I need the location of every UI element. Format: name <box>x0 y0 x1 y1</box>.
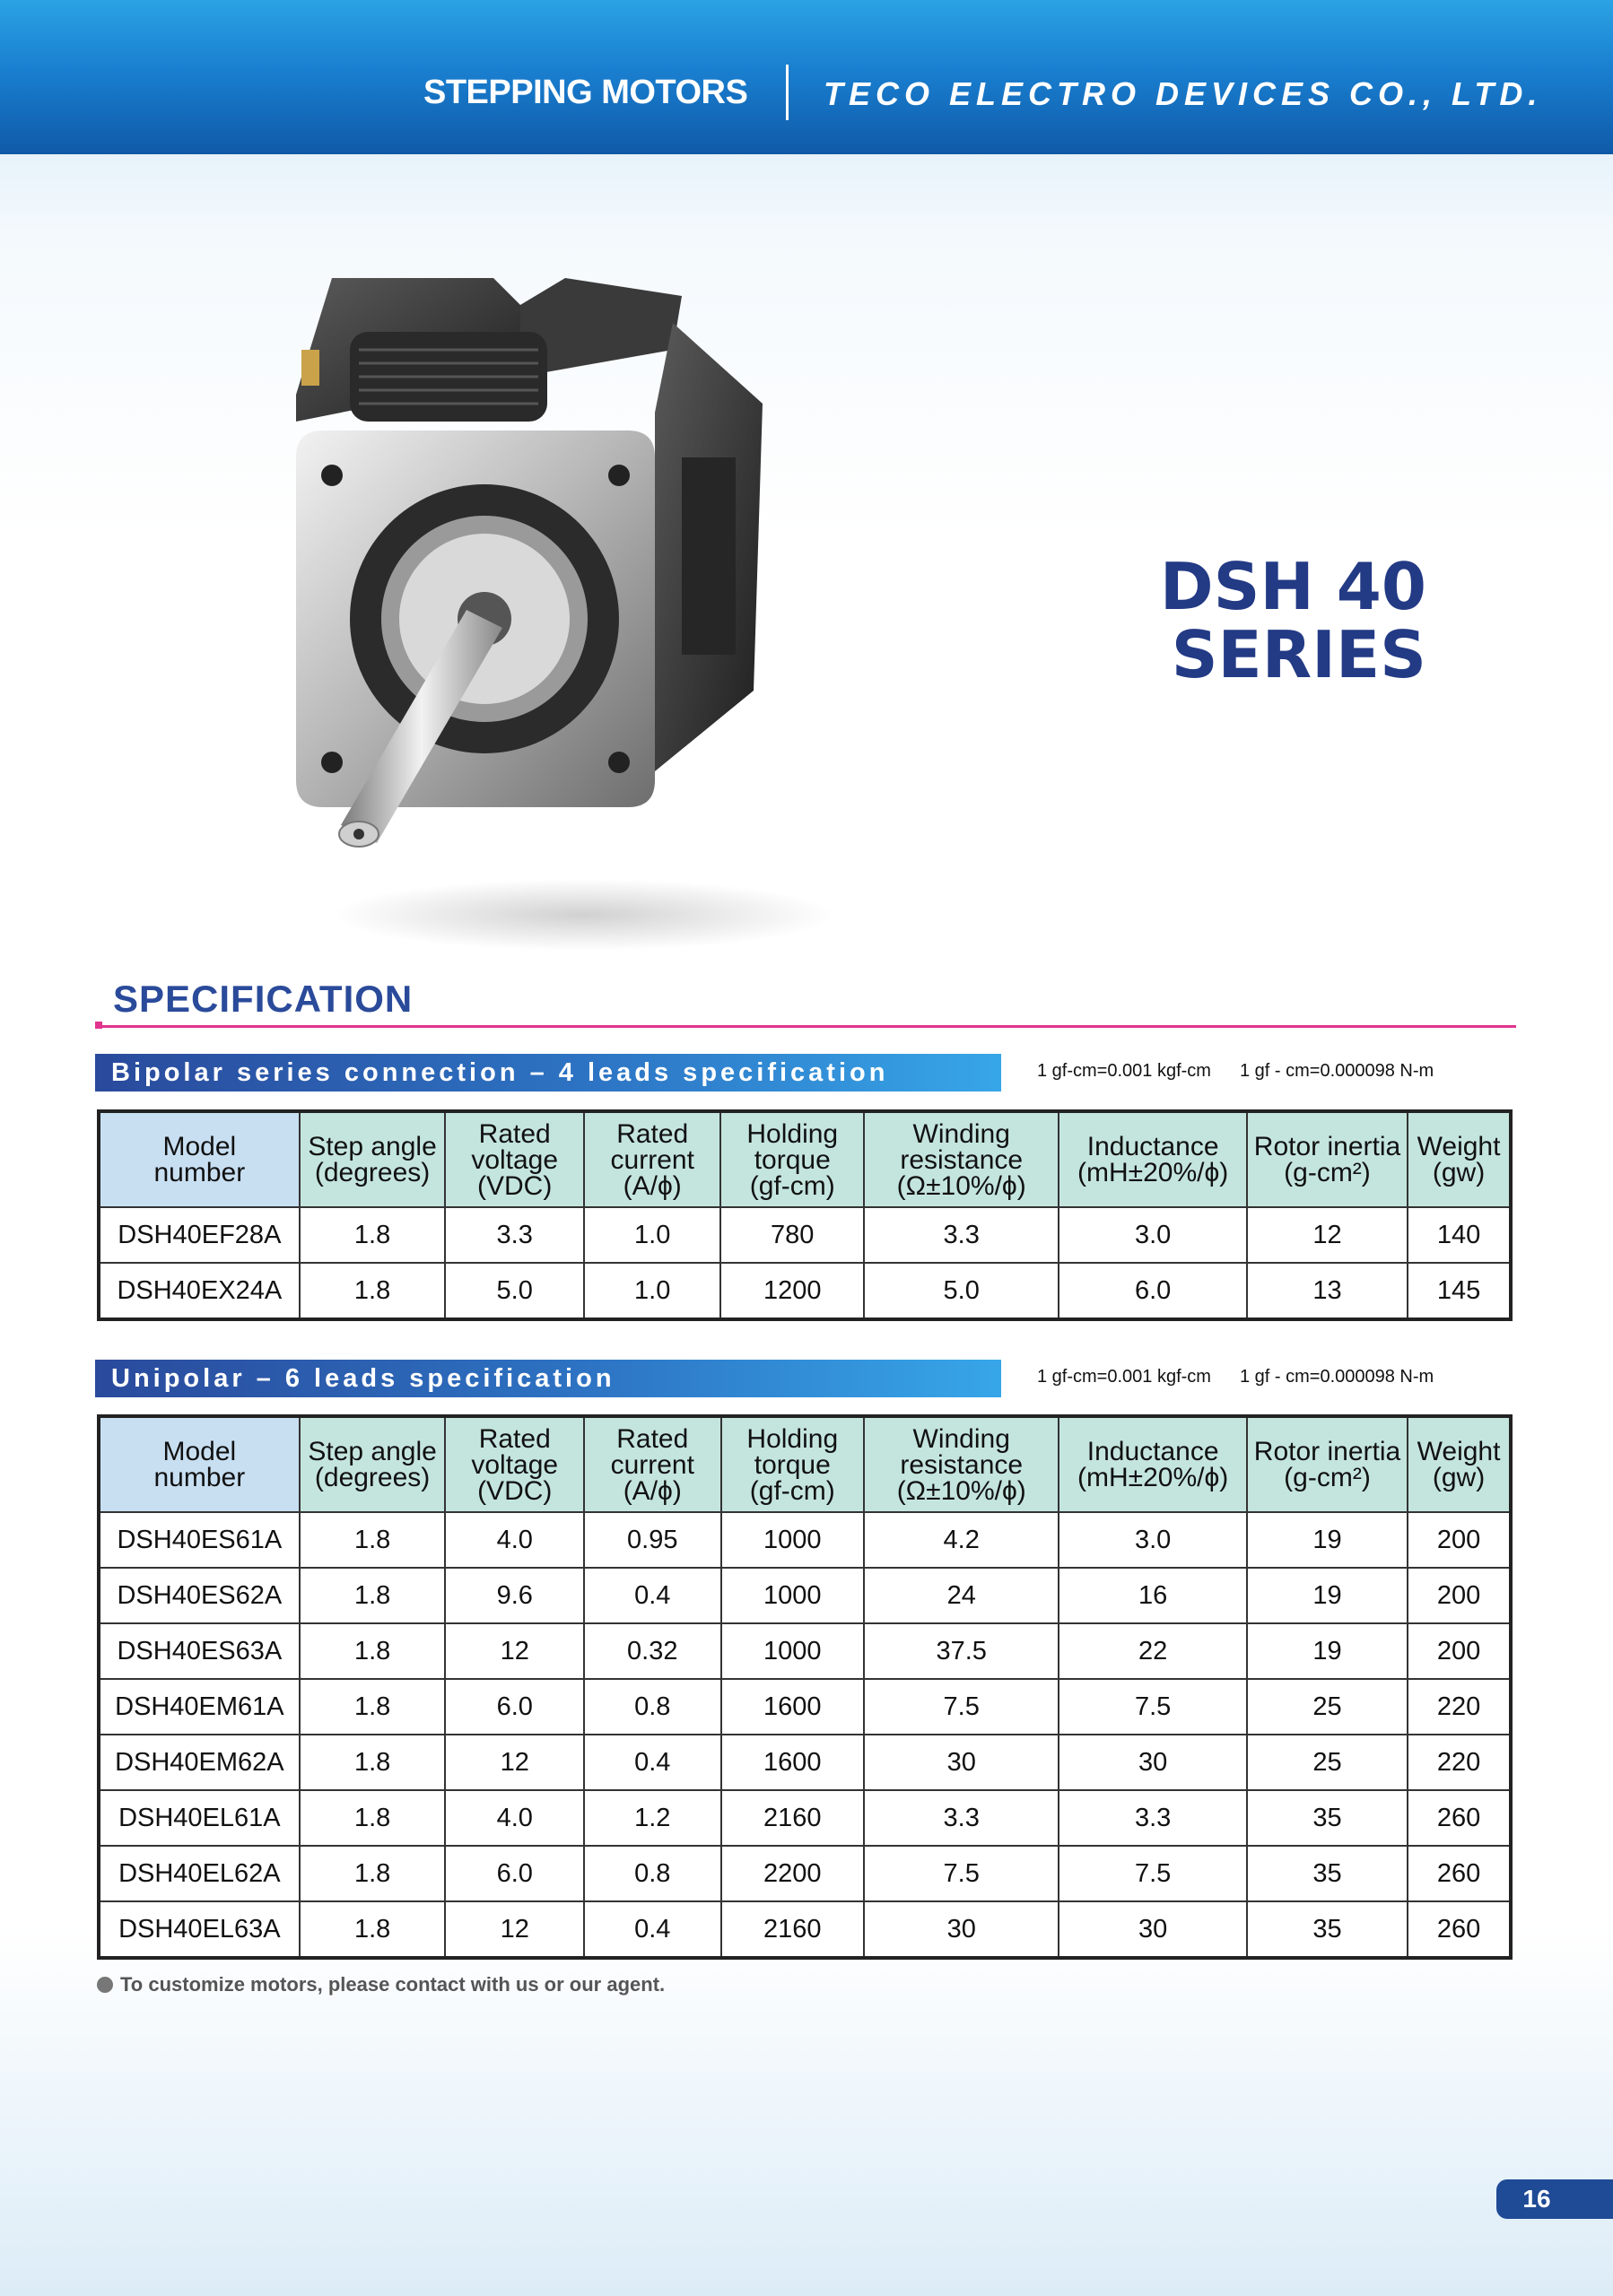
spec-cell-inertia: 25 <box>1247 1735 1408 1790</box>
column-header-line: torque <box>754 1449 831 1480</box>
model-number-cell: DSH40EL62A <box>99 1846 300 1901</box>
table-row <box>99 1735 1511 1790</box>
column-header-line: Inductance <box>1086 1437 1219 1466</box>
column-header-line: Winding <box>912 1118 1010 1149</box>
column-header-line: torque <box>754 1144 831 1175</box>
model-number-cell: DSH40EF28A <box>99 1207 300 1263</box>
column-header-line: Rated <box>478 1423 551 1454</box>
spec-cell-weight: 220 <box>1408 1679 1511 1735</box>
column-header-line: (A/ϕ) <box>623 1170 682 1201</box>
column-header-line: (gf-cm) <box>749 1475 835 1506</box>
spec-cell-resistance: 7.5 <box>864 1679 1059 1735</box>
column-header-weight <box>1408 1416 1511 1512</box>
table-row <box>99 1568 1511 1623</box>
model-number-cell: DSH40EL63A <box>99 1901 300 1958</box>
spec-cell-current: 0.8 <box>584 1846 721 1901</box>
spec-cell-weight: 140 <box>1408 1207 1511 1263</box>
column-header-line: Model <box>162 1132 237 1161</box>
spec-cell-voltage: 12 <box>445 1901 584 1958</box>
spec-cell-voltage: 12 <box>445 1735 584 1790</box>
stepping-motor-photo <box>296 269 870 951</box>
unit-note-kgf: 1 gf-cm=0.001 kgf-cm <box>1037 1061 1211 1081</box>
spec-cell-weight: 260 <box>1408 1901 1511 1958</box>
spec-cell-resistance: 3.3 <box>864 1207 1059 1263</box>
column-header-line: (A/ϕ) <box>623 1475 682 1506</box>
spec-cell-resistance: 5.0 <box>864 1263 1059 1319</box>
spec-cell-voltage: 12 <box>445 1623 584 1679</box>
spec-cell-resistance: 7.5 <box>864 1846 1059 1901</box>
spec-cell-torque: 1000 <box>721 1623 865 1679</box>
spec-cell-inductance: 16 <box>1059 1568 1247 1623</box>
column-header-line: voltage <box>471 1449 559 1480</box>
column-header-torque <box>720 1111 864 1207</box>
spec-cell-step-angle: 1.8 <box>300 1207 446 1263</box>
column-header-line: (gw) <box>1432 1463 1486 1492</box>
table-row <box>99 1512 1511 1568</box>
column-header-voltage <box>445 1111 584 1207</box>
spec-cell-weight: 200 <box>1408 1568 1511 1623</box>
model-number-cell: DSH40ES63A <box>99 1623 300 1679</box>
column-header-line: (mH±20%/ϕ) <box>1077 1463 1229 1492</box>
column-header-current <box>584 1416 721 1512</box>
column-header-line: (VDC) <box>477 1170 553 1201</box>
spec-cell-resistance: 30 <box>864 1901 1059 1958</box>
column-header-resistance <box>864 1111 1059 1207</box>
column-header-line: (g-cm²) <box>1284 1463 1371 1492</box>
bipolar-unit-note <box>1037 1061 1462 1082</box>
column-header-line: Rated <box>616 1118 689 1149</box>
spec-cell-current: 0.8 <box>584 1679 721 1735</box>
spec-cell-inductance: 7.5 <box>1059 1846 1247 1901</box>
column-header-line: Inductance <box>1086 1132 1219 1161</box>
section-title: SPECIFICATION <box>113 978 414 1020</box>
spec-cell-torque: 1600 <box>721 1735 865 1790</box>
spec-cell-current: 0.95 <box>584 1512 721 1568</box>
spec-cell-torque: 2160 <box>721 1790 865 1846</box>
unipolar-spec-table <box>97 1414 1513 1960</box>
column-header-line: Weight <box>1417 1437 1501 1466</box>
spec-cell-weight: 145 <box>1408 1263 1511 1319</box>
column-header-line: Winding <box>912 1423 1010 1454</box>
spec-cell-inductance: 30 <box>1059 1735 1247 1790</box>
spec-cell-inductance: 7.5 <box>1059 1679 1247 1735</box>
spec-cell-current: 0.32 <box>584 1623 721 1679</box>
table-row <box>99 1207 1511 1263</box>
spec-cell-current: 0.4 <box>584 1568 721 1623</box>
column-header-line: resistance <box>900 1449 1024 1480</box>
column-header-inertia <box>1247 1111 1408 1207</box>
spec-cell-resistance: 3.3 <box>864 1790 1059 1846</box>
column-header-line: (mH±20%/ϕ) <box>1077 1158 1229 1187</box>
spec-cell-weight: 200 <box>1408 1623 1511 1679</box>
spec-cell-torque: 1600 <box>721 1679 865 1735</box>
spec-cell-resistance: 4.2 <box>864 1512 1059 1568</box>
spec-cell-voltage: 6.0 <box>445 1679 584 1735</box>
spec-cell-voltage: 9.6 <box>445 1568 584 1623</box>
column-header-torque <box>721 1416 865 1512</box>
column-header-line: Holding <box>746 1118 839 1149</box>
spec-cell-inertia: 35 <box>1247 1790 1408 1846</box>
table-header-row <box>99 1111 1511 1207</box>
spec-cell-step-angle: 1.8 <box>300 1623 446 1679</box>
column-header-line: (gw) <box>1432 1158 1486 1187</box>
column-header-current <box>584 1111 721 1207</box>
page-number-strip <box>1577 2179 1613 2219</box>
spec-cell-current: 1.0 <box>584 1207 721 1263</box>
model-number-cell: DSH40EM61A <box>99 1679 300 1735</box>
column-header-line: Rotor inertia <box>1253 1437 1401 1466</box>
spec-cell-inertia: 35 <box>1247 1901 1408 1958</box>
section-rule <box>97 1025 1516 1028</box>
spec-cell-resistance: 24 <box>864 1568 1059 1623</box>
spec-cell-inductance: 22 <box>1059 1623 1247 1679</box>
column-header-line: Rated <box>616 1423 689 1454</box>
unipolar-unit-note <box>1037 1367 1462 1387</box>
column-header-inductance <box>1059 1111 1247 1207</box>
spec-cell-weight: 200 <box>1408 1512 1511 1568</box>
spec-cell-step-angle: 1.8 <box>300 1901 446 1958</box>
spec-cell-inertia: 13 <box>1247 1263 1408 1319</box>
spec-cell-resistance: 30 <box>864 1735 1059 1790</box>
column-header-line: Rotor inertia <box>1253 1132 1401 1161</box>
model-number-cell: DSH40ES61A <box>99 1512 300 1568</box>
spec-cell-current: 0.4 <box>584 1735 721 1790</box>
spec-cell-inertia: 12 <box>1247 1207 1408 1263</box>
spec-cell-step-angle: 1.8 <box>300 1679 446 1735</box>
table-header-row <box>99 1416 1511 1512</box>
header-band <box>0 0 1613 154</box>
spec-cell-inertia: 19 <box>1247 1512 1408 1568</box>
spec-cell-inertia: 19 <box>1247 1623 1408 1679</box>
page-number: 16 <box>1496 2179 1577 2219</box>
model-number-cell: DSH40EM62A <box>99 1735 300 1790</box>
column-header-inertia <box>1247 1416 1408 1512</box>
bipolar-banner: Bipolar series connection – 4 leads specification <box>95 1054 1001 1091</box>
spec-cell-resistance: 37.5 <box>864 1623 1059 1679</box>
column-header-step-angle <box>300 1111 446 1207</box>
spec-cell-torque: 1000 <box>721 1568 865 1623</box>
column-header-line: Step angle <box>308 1437 437 1466</box>
spec-cell-weight: 260 <box>1408 1790 1511 1846</box>
column-header-weight <box>1408 1111 1511 1207</box>
spec-cell-voltage: 4.0 <box>445 1512 584 1568</box>
column-header-line: Model <box>162 1437 237 1466</box>
spec-cell-step-angle: 1.8 <box>300 1735 446 1790</box>
table-row <box>99 1790 1511 1846</box>
spec-cell-current: 1.2 <box>584 1790 721 1846</box>
model-number-cell: DSH40EL61A <box>99 1790 300 1846</box>
spec-cell-current: 0.4 <box>584 1901 721 1958</box>
column-header-resistance <box>864 1416 1059 1512</box>
spec-cell-inductance: 3.0 <box>1059 1512 1247 1568</box>
unipolar-banner: Unipolar – 6 leads specification <box>95 1360 1001 1397</box>
spec-cell-torque: 2200 <box>721 1846 865 1901</box>
column-header-line: (degrees) <box>314 1158 431 1187</box>
series-title <box>1077 549 1426 692</box>
spec-cell-step-angle: 1.8 <box>300 1512 446 1568</box>
column-header-line: (Ω±10%/ϕ) <box>896 1170 1026 1201</box>
spec-cell-step-angle: 1.8 <box>300 1263 446 1319</box>
column-header-line: current <box>610 1449 694 1480</box>
bullet-icon <box>97 1977 113 1993</box>
unit-note-nm: 1 gf - cm=0.000098 N-m <box>1239 1367 1434 1387</box>
footer-note <box>97 1973 665 1996</box>
series-title-line2: SERIES <box>1171 617 1426 692</box>
column-header-line: Weight <box>1417 1132 1501 1161</box>
spec-cell-voltage: 3.3 <box>445 1207 584 1263</box>
column-header-line: resistance <box>900 1144 1024 1175</box>
header-company: TECO ELECTRO DEVICES CO., LTD. <box>824 75 1543 112</box>
spec-cell-step-angle: 1.8 <box>300 1790 446 1846</box>
spec-cell-inertia: 35 <box>1247 1846 1408 1901</box>
column-header-line: number <box>153 1463 246 1492</box>
table-row <box>99 1623 1511 1679</box>
unit-note-kgf: 1 gf-cm=0.001 kgf-cm <box>1037 1367 1211 1387</box>
spec-cell-voltage: 6.0 <box>445 1846 584 1901</box>
spec-cell-step-angle: 1.8 <box>300 1568 446 1623</box>
column-header-line: (degrees) <box>314 1463 431 1492</box>
spec-cell-torque: 1000 <box>721 1512 865 1568</box>
column-header-line: (VDC) <box>477 1475 553 1506</box>
spec-cell-inductance: 30 <box>1059 1901 1247 1958</box>
column-header-line: number <box>153 1158 246 1187</box>
model-number-cell: DSH40EX24A <box>99 1263 300 1319</box>
spec-cell-voltage: 5.0 <box>445 1263 584 1319</box>
column-header-line: current <box>610 1144 694 1175</box>
footer-note-text: To customize motors, please contact with us or our agent. <box>120 1973 666 1996</box>
table-row <box>99 1679 1511 1735</box>
table-row <box>99 1901 1511 1958</box>
spec-cell-torque: 1200 <box>720 1263 864 1319</box>
column-header-line: (gf-cm) <box>749 1170 835 1201</box>
table-row <box>99 1846 1511 1901</box>
spec-cell-torque: 780 <box>720 1207 864 1263</box>
column-header-model <box>99 1111 300 1207</box>
table-row <box>99 1263 1511 1319</box>
column-header-voltage <box>445 1416 584 1512</box>
spec-cell-weight: 260 <box>1408 1846 1511 1901</box>
column-header-line: (Ω±10%/ϕ) <box>896 1475 1026 1506</box>
spec-cell-voltage: 4.0 <box>445 1790 584 1846</box>
column-header-line: voltage <box>471 1144 559 1175</box>
spec-cell-torque: 2160 <box>721 1901 865 1958</box>
column-header-line: (g-cm²) <box>1284 1158 1371 1187</box>
spec-cell-weight: 220 <box>1408 1735 1511 1790</box>
spec-cell-inductance: 3.3 <box>1059 1790 1247 1846</box>
header-divider <box>786 65 789 120</box>
spec-cell-current: 1.0 <box>584 1263 721 1319</box>
spec-cell-inertia: 19 <box>1247 1568 1408 1623</box>
spec-cell-inertia: 25 <box>1247 1679 1408 1735</box>
column-header-line: Step angle <box>308 1132 437 1161</box>
model-number-cell: DSH40ES62A <box>99 1568 300 1623</box>
spec-cell-inductance: 6.0 <box>1059 1263 1247 1319</box>
header-category: STEPPING MOTORS <box>423 74 748 111</box>
column-header-inductance <box>1059 1416 1247 1512</box>
spec-cell-step-angle: 1.8 <box>300 1846 446 1901</box>
column-header-model <box>99 1416 300 1512</box>
spec-cell-inductance: 3.0 <box>1059 1207 1247 1263</box>
bipolar-spec-table <box>97 1109 1513 1321</box>
unit-note-nm: 1 gf - cm=0.000098 N-m <box>1239 1061 1434 1081</box>
column-header-step-angle <box>300 1416 446 1512</box>
series-title-line1: DSH 40 <box>1159 549 1426 624</box>
column-header-line: Rated <box>478 1118 551 1149</box>
column-header-line: Holding <box>746 1423 839 1454</box>
